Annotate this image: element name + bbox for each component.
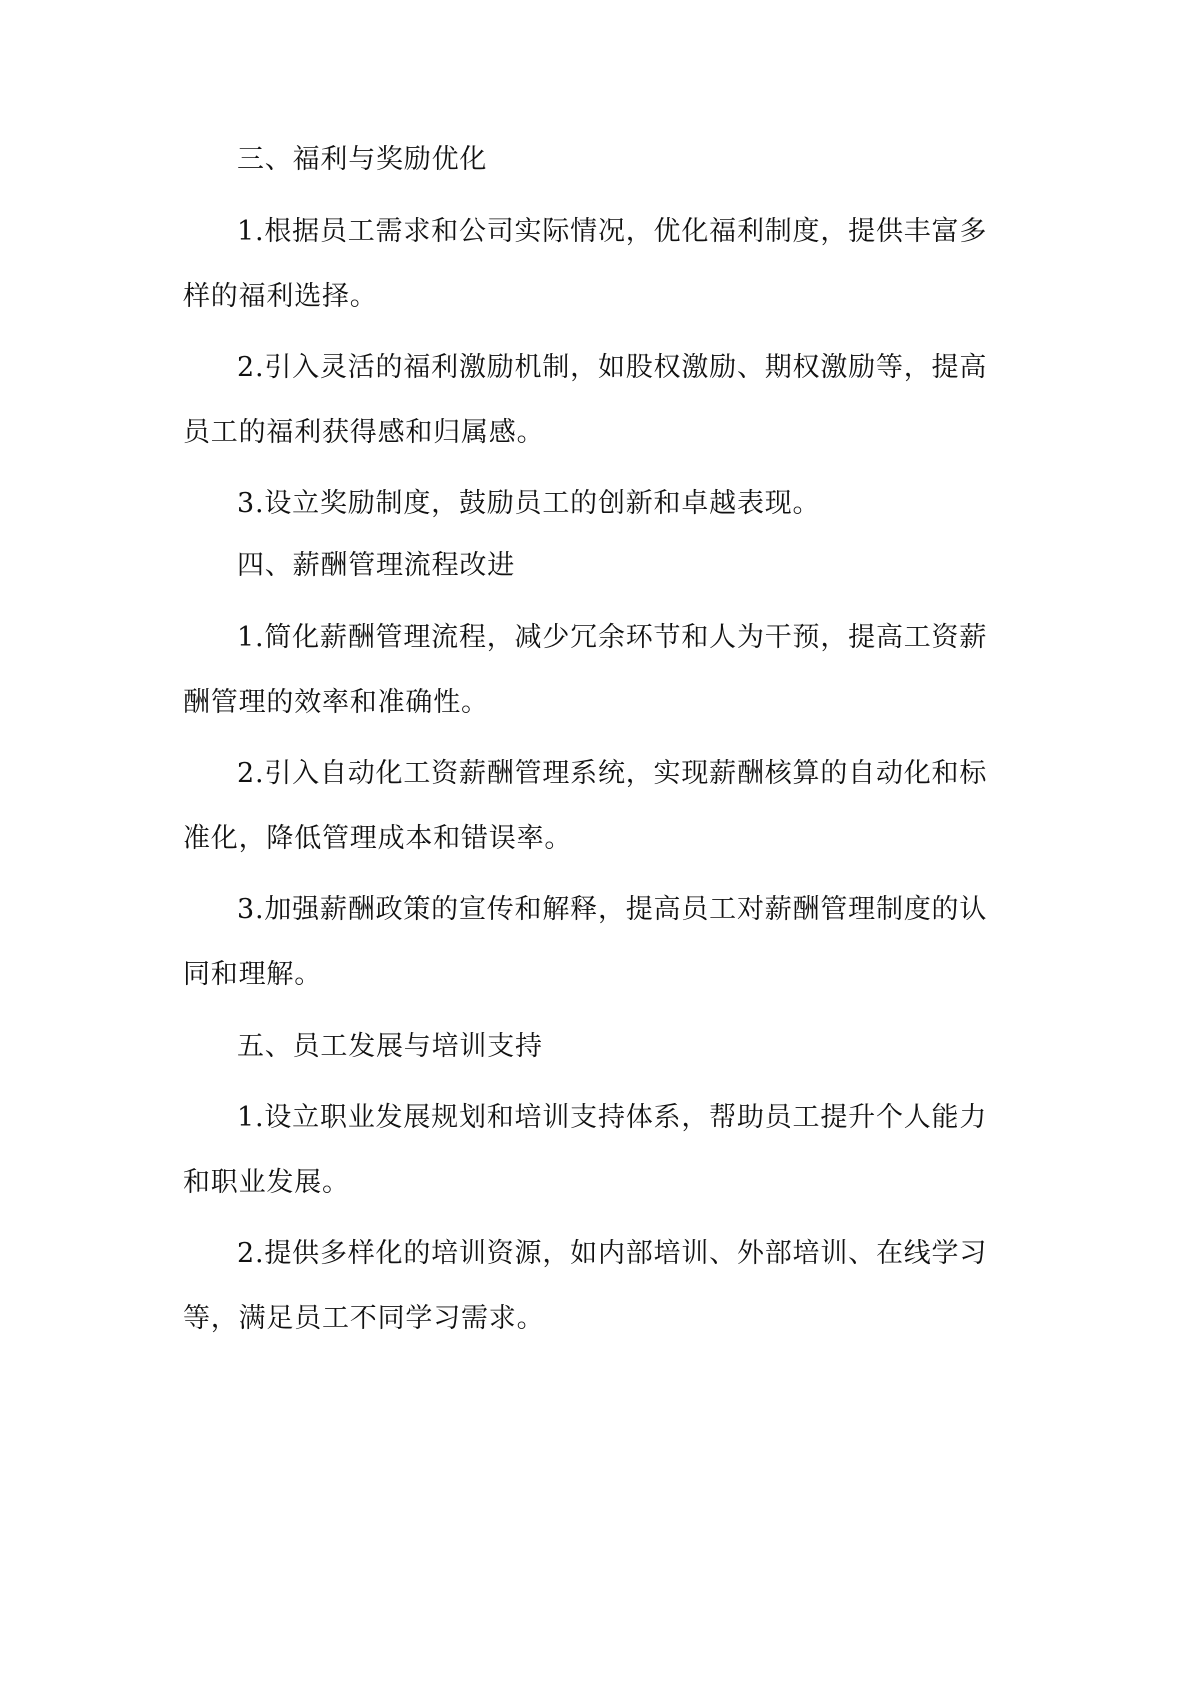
- paragraph-line: 酬管理的效率和准确性。: [183, 687, 489, 718]
- paragraph-line: 2.提供多样化的培训资源，如内部培训、外部培训、在线学习: [237, 1238, 988, 1269]
- paragraph-line: 和职业发展。: [183, 1167, 350, 1198]
- section-heading: 四、薪酬管理流程改进: [237, 550, 515, 581]
- section-heading: 五、员工发展与培训支持: [237, 1031, 543, 1062]
- paragraph-line: 3.设立奖励制度，鼓励员工的创新和卓越表现。: [237, 488, 821, 519]
- paragraph-line: 3.加强薪酬政策的宣传和解释，提高员工对薪酬管理制度的认: [237, 894, 988, 925]
- paragraph-line: 等，满足员工不同学习需求。: [183, 1303, 545, 1334]
- paragraph-line: 样的福利选择。: [183, 281, 378, 312]
- paragraph-line: 员工的福利获得感和归属感。: [183, 417, 545, 448]
- paragraph-line: 1.简化薪酬管理流程，减少冗余环节和人为干预，提高工资薪: [237, 622, 988, 653]
- paragraph-line: 2.引入灵活的福利激励机制，如股权激励、期权激励等，提高: [237, 352, 988, 383]
- paragraph-line: 准化，降低管理成本和错误率。: [183, 823, 573, 854]
- paragraph-line: 同和理解。: [183, 959, 322, 990]
- paragraph-line: 2.引入自动化工资薪酬管理系统，实现薪酬核算的自动化和标: [237, 758, 988, 789]
- paragraph-line: 1.根据员工需求和公司实际情况，优化福利制度，提供丰富多: [237, 216, 988, 247]
- paragraph-line: 1.设立职业发展规划和培训支持体系，帮助员工提升个人能力: [237, 1102, 988, 1133]
- section-heading: 三、福利与奖励优化: [237, 144, 488, 175]
